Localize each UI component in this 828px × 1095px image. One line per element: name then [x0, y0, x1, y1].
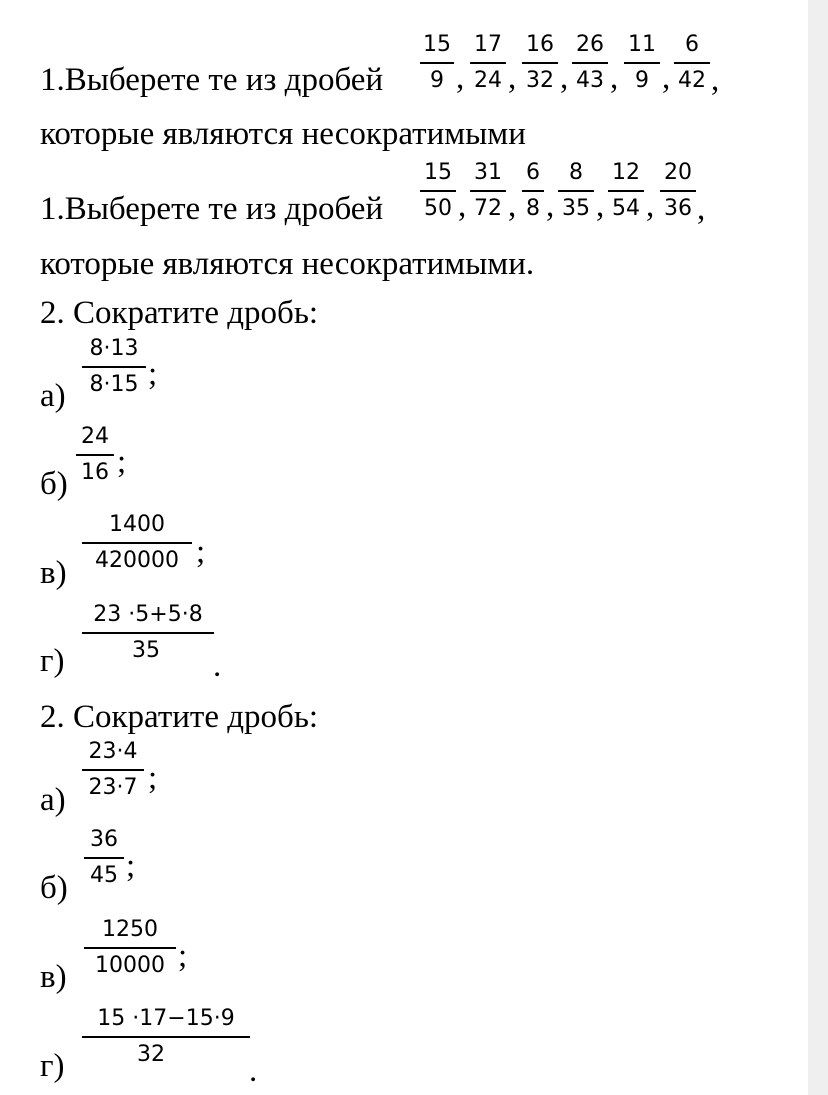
comma: ,: [697, 191, 706, 227]
task2b-fraction: 36 45: [84, 829, 124, 889]
item-terminator: .: [213, 648, 222, 684]
item-label: а): [40, 378, 66, 414]
comma: ,: [508, 188, 517, 224]
comma: ,: [560, 60, 569, 96]
item-label: в): [40, 959, 67, 995]
task1b-fraction: 8 35: [558, 162, 594, 222]
task2a-fraction: 24 16: [76, 426, 114, 486]
item-label: в): [40, 555, 67, 591]
task2a-fraction: 1400 420000: [82, 514, 192, 574]
task2b-fraction: 1250 10000: [84, 919, 176, 979]
item-label: г): [40, 643, 65, 679]
comma: ,: [508, 60, 517, 96]
item-terminator: ;: [117, 444, 127, 480]
item-label: а): [40, 782, 66, 818]
task1b-fraction: 12 54: [608, 162, 644, 222]
item-terminator: ;: [148, 356, 158, 392]
task1a-fraction: 16 32: [522, 34, 558, 94]
task1b-continuation: которые являются несократимыми.: [40, 246, 535, 282]
task1a-fraction: 26 43: [572, 34, 608, 94]
comma: ,: [646, 188, 655, 224]
task1b-fraction: 6 8: [522, 162, 544, 222]
task1a-intro: 1.Выберете те из дробей: [40, 62, 384, 98]
task2a-fraction: 23 ·5+5·8 35: [82, 604, 214, 664]
item-label: б): [40, 870, 68, 906]
task1a-fraction: 15 9: [420, 34, 454, 94]
item-terminator: ;: [196, 534, 206, 570]
task1b-intro: 1.Выберете те из дробей: [40, 191, 384, 227]
comma: ,: [546, 188, 555, 224]
comma: ,: [662, 60, 671, 96]
task2a-fraction: 8·13 8·15: [82, 338, 146, 398]
item-label: б): [40, 466, 68, 502]
comma: ,: [610, 60, 619, 96]
task1b-fraction: 31 72: [470, 162, 506, 222]
task1b-fraction: 15 50: [420, 162, 456, 222]
comma: ,: [711, 62, 720, 98]
comma: ,: [456, 60, 465, 96]
task2b-heading: 2. Сократите дробь:: [40, 699, 319, 735]
task1a-fraction: 11 9: [624, 34, 660, 94]
task2b-fraction: 23·4 23·7: [82, 741, 144, 801]
item-label: г): [40, 1048, 65, 1084]
comma: ,: [596, 188, 605, 224]
task1a-fraction: 6 42: [674, 34, 710, 94]
item-terminator: ;: [148, 760, 158, 796]
item-terminator: ;: [126, 848, 136, 884]
page-edge: [808, 0, 828, 1095]
task1b-fraction: 20 36: [660, 162, 696, 222]
task2a-heading: 2. Сократите дробь:: [40, 295, 319, 331]
task2b-fraction: 15 ·17−15·9 32: [82, 1008, 250, 1068]
item-terminator: .: [249, 1053, 258, 1089]
task1a-fraction: 17 24: [470, 34, 506, 94]
task1a-continuation: которые являются несократимыми: [40, 116, 526, 152]
comma: ,: [458, 188, 467, 224]
item-terminator: ;: [178, 938, 188, 974]
